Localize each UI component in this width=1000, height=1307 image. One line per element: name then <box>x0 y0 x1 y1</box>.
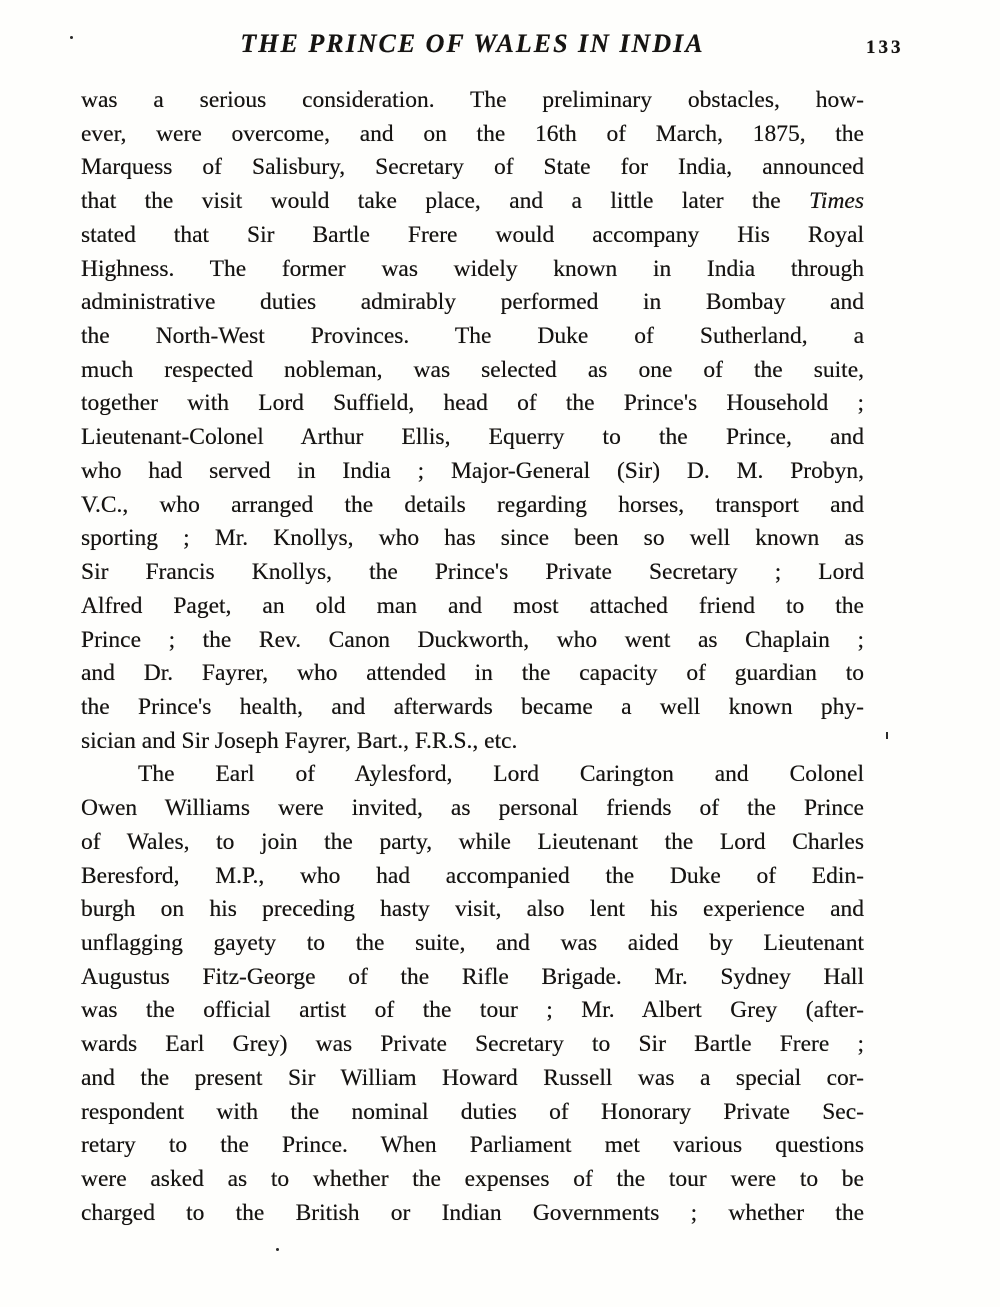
text-line: unflagging gayety to the suite, and was aided by Lieutenant <box>81 929 864 956</box>
text-line: stated that Sir Bartle Frere would accompany His Royal <box>81 221 864 248</box>
text-line: administrative duties admirably performed in Bombay and <box>81 289 864 316</box>
text-line: were asked as to whether the expenses of the tour were to be <box>81 1166 864 1192</box>
text-line: sician and Sir Joseph Fayrer, Bart., F.R.S., etc. <box>81 727 518 754</box>
text-line: who had served in India ; Major-General (Sir) D. M. Probyn, <box>81 457 864 484</box>
italic-word: Times <box>809 188 864 215</box>
text-line: of Wales, to join the party, while Lieutenant the Lord Charles <box>81 828 864 855</box>
text-line: together with Lord Suffield, head of the Prince's Household ; <box>81 390 864 417</box>
scan-speck <box>886 732 888 739</box>
text-line: Sir Francis Knollys, the Prince's Private Secretary ; Lord <box>81 559 864 586</box>
text-line: Augustus Fitz-George of the Rifle Brigade. Mr. Sydney Hall <box>81 963 864 990</box>
text-line: ever, were overcome, and on the 16th of March, 1875, the <box>81 120 864 147</box>
text-line: retary to the Prince. When Parliament met various questions <box>81 1132 864 1159</box>
text-line: and Dr. Fayrer, who attended in the capacity of guardian to <box>81 660 864 687</box>
text-line: V.C., who arranged the details regarding horses, transport and <box>81 491 864 518</box>
text-line: Beresford, M.P., who had accompanied the Duke of Edin- <box>81 862 864 889</box>
text-line: and the present Sir William Howard Russell was a special cor- <box>81 1064 864 1091</box>
text-line: the North-West Provinces. The Duke of Sutherland, a <box>81 323 864 350</box>
text-line: was a serious consideration. The preliminary obstacles, how- <box>81 87 864 113</box>
text-line: Prince ; the Rev. Canon Duckworth, who went as Chaplain ; <box>81 626 864 653</box>
text-line: the Prince's health, and afterwards became a well known phy- <box>81 693 864 720</box>
running-title: THE PRINCE OF WALES IN INDIA <box>240 29 705 58</box>
text-line: Owen Williams were invited, as personal friends of the Prince <box>81 795 864 822</box>
body-text <box>81 84 864 1230</box>
text-line: The Earl of Aylesford, Lord Carington and Colonel <box>138 761 864 788</box>
text-line: charged to the British or Indian Governments ; whether the <box>81 1199 864 1226</box>
text-line: much respected nobleman, was selected as one of the suite, <box>81 356 864 383</box>
text-line: wards Earl Grey) was Private Secretary to Sir Bartle Frere ; <box>81 1031 864 1058</box>
text-line: sporting ; Mr. Knollys, who has since been so well known as <box>81 525 864 552</box>
text-line: burgh on his preceding hasty visit, also lent his experience and <box>81 896 864 923</box>
text-line: Lieutenant-Colonel Arthur Ellis, Equerry to the Prince, and <box>81 424 864 451</box>
text-line: Alfred Paget, an old man and most attached friend to the <box>81 592 864 619</box>
text-line: respondent with the nominal duties of Honorary Private Sec- <box>81 1098 864 1125</box>
text-line: Marquess of Salisbury, Secretary of State for India, announced <box>81 154 864 181</box>
scan-speck <box>276 1248 279 1251</box>
scan-speck <box>70 36 73 39</box>
text-line: was the official artist of the tour ; Mr. Albert Grey (after- <box>81 997 864 1024</box>
page-number: 133 <box>866 37 904 58</box>
text-line: that the visit would take place, and a little later the Times <box>81 188 864 215</box>
text-line: Highness. The former was widely known in India through <box>81 255 864 282</box>
